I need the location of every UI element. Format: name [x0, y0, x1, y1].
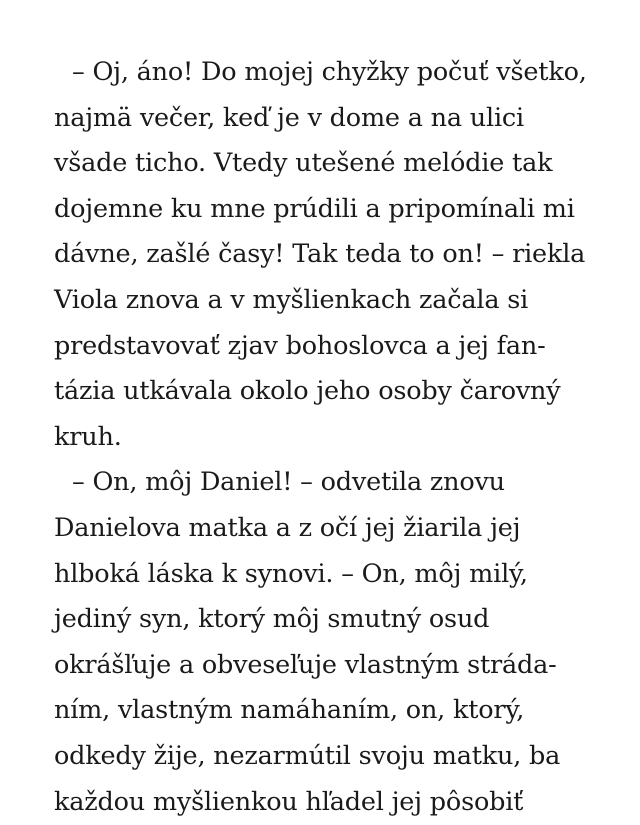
paragraph-2 [54, 460, 614, 825]
text-line: ním, vlastným namáhaním, on, ktorý, [54, 688, 614, 734]
book-text [54, 50, 614, 825]
text-line: jediný syn, ktorý môj smutný osud [54, 597, 614, 643]
text-line: dojemne ku mne prúdili a pripomínali mi [54, 187, 614, 233]
text-line: každou myšlienkou hľadel jej pôsobiť [54, 780, 614, 825]
text-line: Danielova matka a z očí jej žiarila jej [54, 506, 614, 552]
text-line: kruh. [54, 415, 614, 461]
text-line: odkedy žije, nezarmútil svoju matku, ba [54, 734, 614, 780]
text-line: všade ticho. Vtedy utešené melódie tak [54, 141, 614, 187]
text-line: okrášľuje a obveseľuje vlastným stráda- [54, 643, 614, 689]
text-line: tázia utkávala okolo jeho osoby čarovný [54, 369, 614, 415]
text-line: predstavovať zjav bohoslovca a jej fan- [54, 324, 614, 370]
text-line: najmä večer, keď je v dome a na ulici [54, 96, 614, 142]
text-line: Viola znova a v myšlienkach začala si [54, 278, 614, 324]
text-line: hlboká láska k synovi. – On, môj milý, [54, 552, 614, 598]
text-line: – Oj, áno! Do mojej chyžky počuť všetko, [54, 50, 614, 96]
text-line: dávne, zašlé časy! Tak teda to on! – riekla [54, 232, 614, 278]
paragraph-1 [54, 50, 614, 460]
text-line: – On, môj Daniel! – odvetila znovu [54, 460, 614, 506]
